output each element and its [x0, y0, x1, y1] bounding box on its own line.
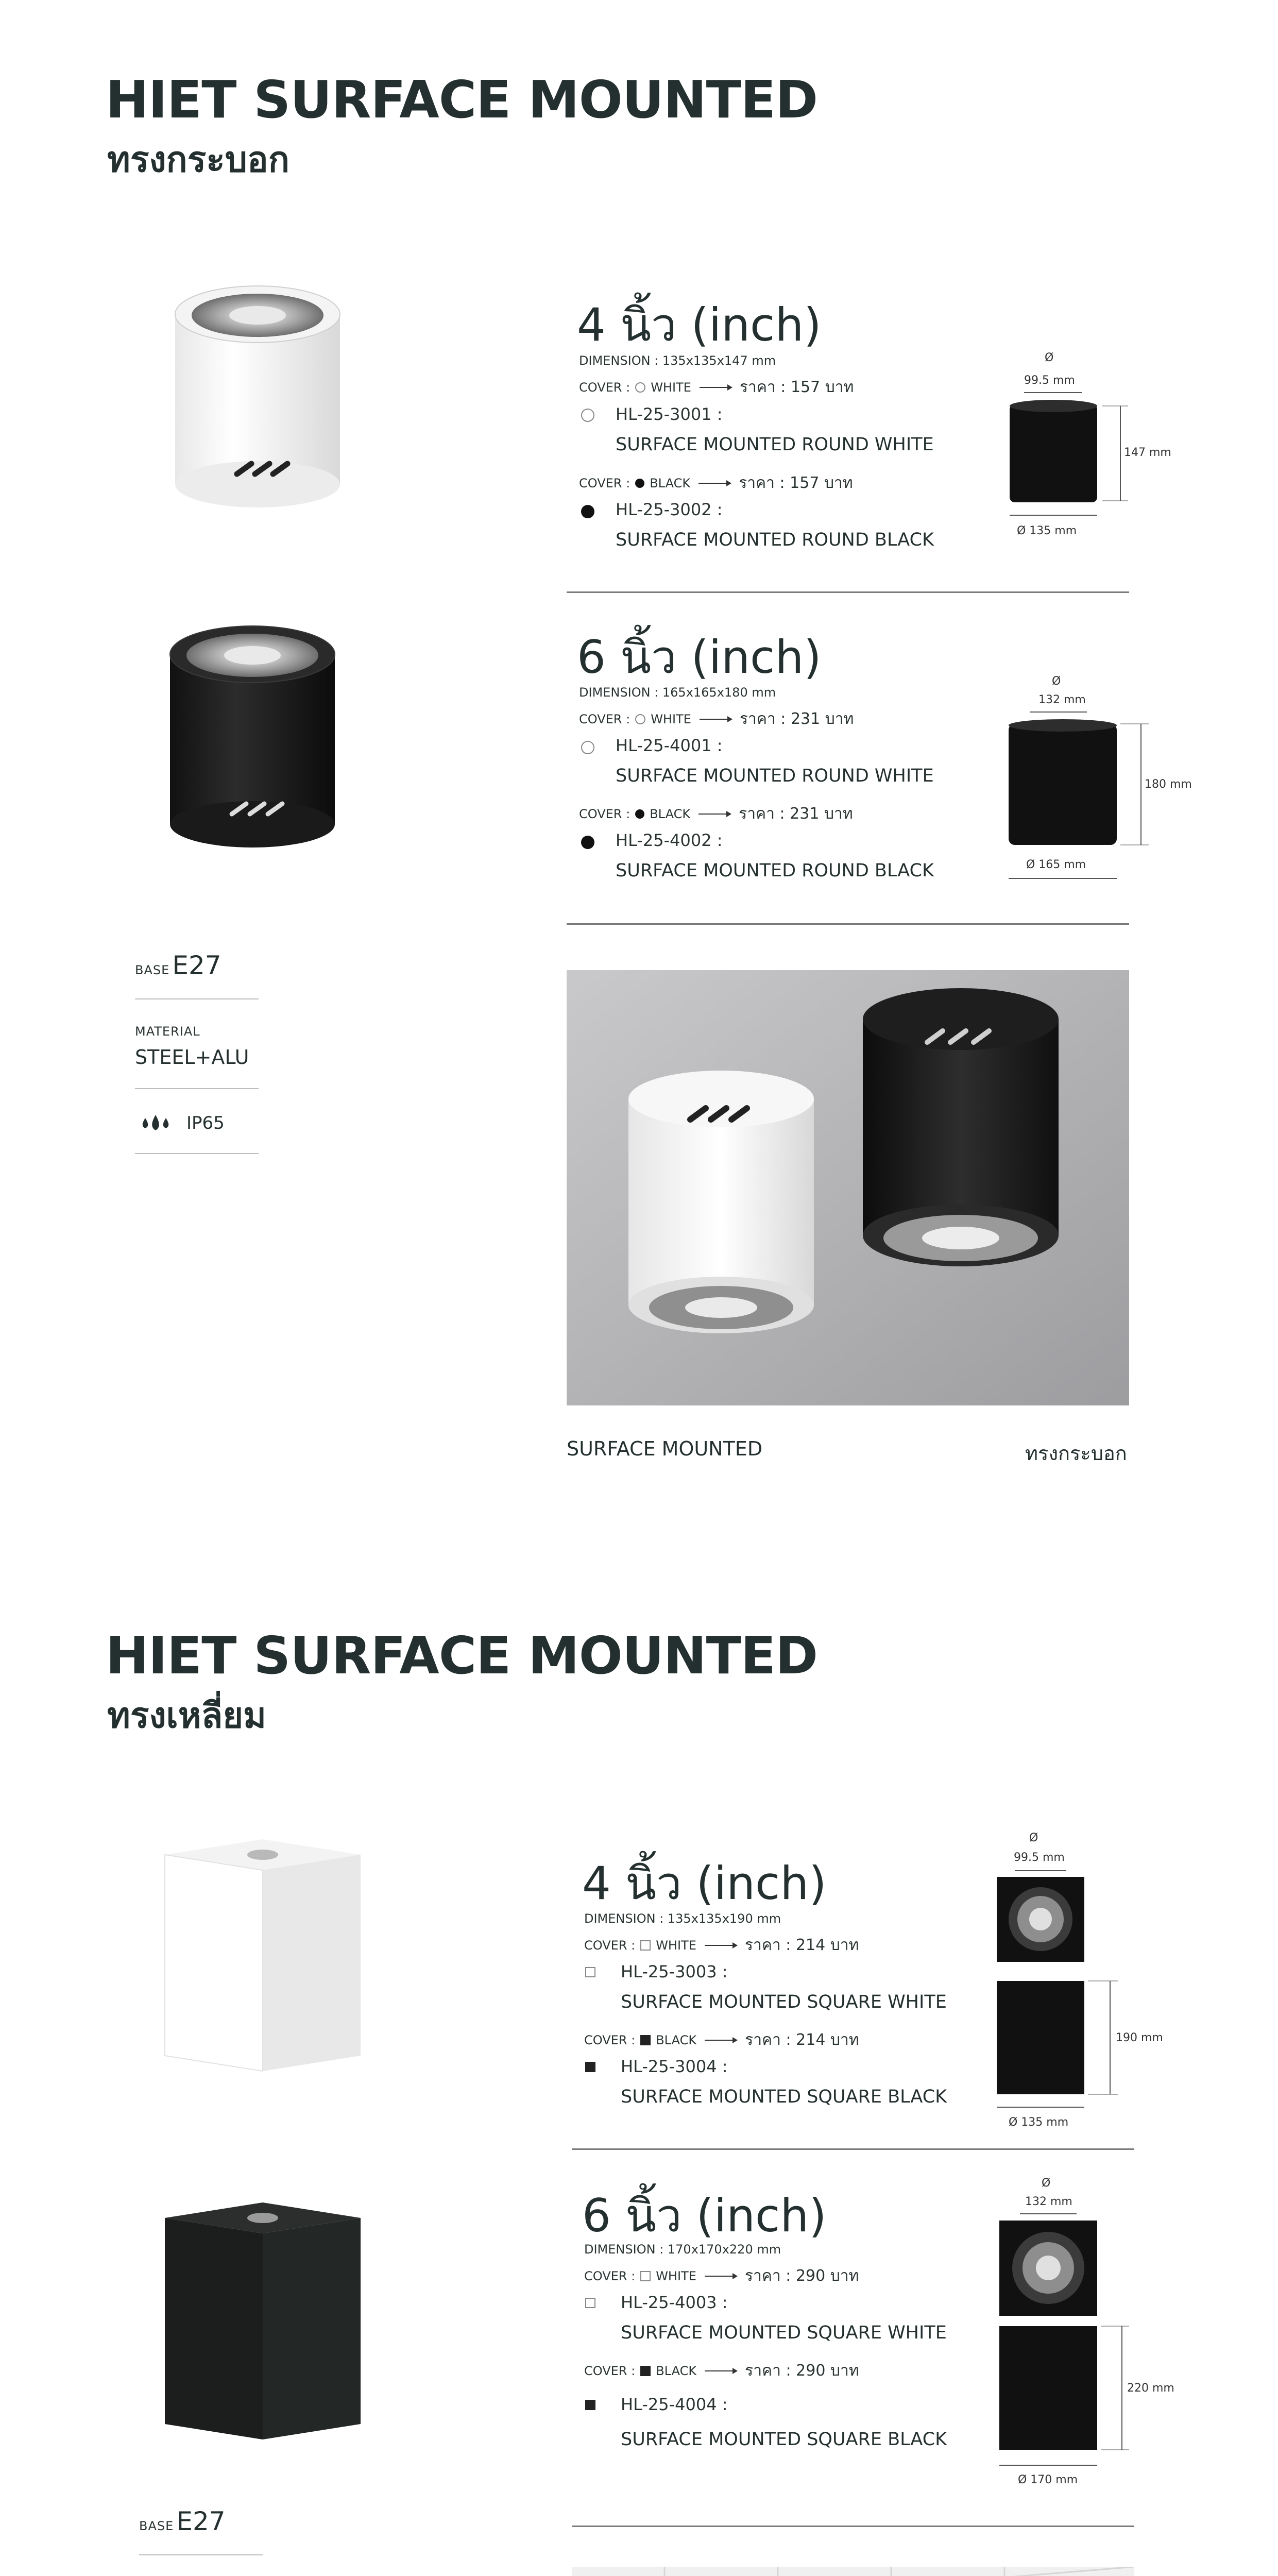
divider	[567, 591, 1129, 593]
ip-rating: IP65	[186, 1113, 225, 1133]
radio-black-icon	[581, 836, 594, 849]
spec-divider	[135, 1153, 259, 1154]
product-model: SURFACE MOUNTED SQUARE BLACK	[621, 2429, 947, 2450]
cover-row-black	[579, 471, 853, 495]
black-swatch-icon	[635, 479, 644, 488]
cover-label: COVER :	[584, 2363, 636, 2378]
cover-label: COVER :	[579, 711, 631, 726]
arrow-icon	[705, 2276, 737, 2277]
diameter-symbol: Ø	[1052, 675, 1061, 688]
arrow-icon	[705, 2040, 737, 2041]
section1-title: HIET SURFACE MOUNTED	[106, 70, 818, 130]
top-diameter: 132 mm	[1038, 693, 1086, 706]
cover-row-white	[579, 707, 854, 731]
product-model: SURFACE MOUNTED SQUARE WHITE	[621, 2323, 947, 2343]
arrow-icon	[705, 2370, 737, 2371]
caption-right: ทรงกระบอก	[1025, 1442, 1127, 1465]
price-text: ราคา : 231 บาท	[739, 710, 854, 728]
cover-row-black	[579, 802, 853, 826]
product-code: HL-25-3002 :	[616, 500, 723, 519]
cover-color: BLACK	[650, 476, 691, 490]
white-swatch-icon	[635, 382, 645, 393]
caption-left: SURFACE MOUNTED	[567, 1437, 763, 1460]
checkbox-white-icon	[585, 2298, 595, 2308]
cover-label: COVER :	[579, 380, 631, 395]
material-label: MATERIAL	[135, 1024, 200, 1039]
black-swatch-icon	[635, 809, 644, 819]
product-code: HL-25-3004 :	[621, 2057, 728, 2076]
divider	[567, 923, 1129, 925]
installation-photo-round	[567, 970, 1129, 1405]
checkbox-black-icon	[585, 2062, 595, 2072]
product-code: HL-25-3003 :	[621, 1962, 728, 1981]
spec-base	[135, 951, 259, 980]
cover-row-black	[584, 2359, 859, 2383]
product-image-round-black	[165, 618, 340, 855]
product-image-square-white	[160, 1834, 366, 2076]
arrow-icon	[700, 387, 731, 388]
cover-label: COVER :	[584, 1938, 636, 1953]
spec-divider	[139, 2554, 263, 2555]
size-heading: 6 นิ้ว (inch)	[582, 2189, 827, 2242]
section1-subtitle: ทรงกระบอก	[107, 140, 289, 180]
product-model: SURFACE MOUNTED ROUND BLACK	[616, 860, 934, 881]
white-swatch-icon	[640, 1940, 651, 1951]
product-model: SURFACE MOUNTED ROUND WHITE	[616, 434, 934, 455]
product-code: HL-25-3001 :	[616, 404, 723, 424]
size-heading: 4 นิ้ว (inch)	[582, 1857, 827, 1910]
top-diameter: 132 mm	[1025, 2195, 1072, 2208]
dimension-text: DIMENSION : 135x135x190 mm	[584, 1911, 781, 1926]
diameter-symbol: Ø	[1029, 1832, 1038, 1844]
top-diameter: 99.5 mm	[1014, 1851, 1065, 1864]
diameter-symbol: Ø	[1042, 2177, 1051, 2190]
cover-row-black	[584, 2028, 859, 2052]
cover-color: BLACK	[656, 2363, 697, 2378]
price-text: ราคา : 157 บาท	[739, 474, 853, 492]
checkbox-white-icon	[585, 1967, 595, 1977]
product-code: HL-25-4001 :	[616, 736, 723, 755]
base-label: BASE	[139, 2519, 174, 2533]
product-image-square-black	[160, 2197, 366, 2445]
height-dimension: 180 mm	[1145, 778, 1192, 791]
dimension-diagram	[1004, 675, 1190, 902]
water-drops-icon	[140, 1113, 172, 1133]
bottom-diameter: Ø 170 mm	[1018, 2473, 1078, 2486]
dimension-diagram	[989, 1832, 1185, 2141]
arrow-icon	[698, 814, 730, 815]
price-text: ราคา : 231 บาท	[739, 805, 853, 823]
dimension-text: DIMENSION : 170x170x220 mm	[584, 2242, 781, 2257]
arrow-icon	[698, 483, 730, 484]
cover-label: COVER :	[579, 476, 631, 490]
price-text: ราคา : 157 บาท	[739, 378, 854, 396]
section2-title: HIET SURFACE MOUNTED	[106, 1625, 818, 1686]
black-swatch-icon	[640, 2366, 651, 2376]
material-value: STEEL+ALU	[135, 1046, 249, 1069]
spec-divider	[135, 998, 259, 999]
bottom-diameter: Ø 135 mm	[1017, 524, 1077, 537]
cover-label: COVER :	[579, 806, 631, 821]
bottom-diameter: Ø 165 mm	[1026, 858, 1086, 871]
spec-ip	[140, 1113, 225, 1133]
divider	[572, 2148, 1134, 2150]
product-model: SURFACE MOUNTED SQUARE BLACK	[621, 2087, 947, 2107]
size-heading: 4 นิ้ว (inch)	[577, 298, 822, 351]
height-dimension: 147 mm	[1124, 446, 1171, 459]
diameter-symbol: Ø	[1045, 351, 1054, 364]
cover-color: WHITE	[656, 2268, 696, 2283]
white-swatch-icon	[635, 714, 645, 724]
radio-white-icon	[581, 409, 594, 422]
arrow-icon	[705, 1945, 737, 1946]
cover-row-white	[584, 1933, 859, 1957]
product-model: SURFACE MOUNTED ROUND WHITE	[616, 766, 934, 786]
cover-color: WHITE	[651, 711, 691, 726]
dimension-text: DIMENSION : 135x135x147 mm	[579, 353, 776, 368]
cover-color: BLACK	[650, 806, 691, 821]
base-label: BASE	[135, 963, 170, 977]
radio-white-icon	[581, 741, 594, 754]
bottom-diameter: Ø 135 mm	[1009, 2116, 1069, 2129]
arrow-icon	[700, 719, 731, 720]
spec-base	[139, 2506, 263, 2536]
product-code: HL-25-4004 :	[621, 2395, 728, 2414]
spec-divider	[135, 1088, 259, 1089]
size-heading: 6 นิ้ว (inch)	[577, 631, 822, 684]
height-dimension: 190 mm	[1116, 2031, 1163, 2044]
dimension-text: DIMENSION : 165x165x180 mm	[579, 685, 776, 700]
cover-row-white	[584, 2264, 859, 2288]
cover-label: COVER :	[584, 2032, 636, 2047]
checkbox-black-icon	[585, 2400, 595, 2410]
price-text: ราคา : 290 บาท	[745, 2362, 859, 2380]
radio-black-icon	[581, 505, 594, 518]
section2-subtitle: ทรงเหลี่ยม	[107, 1696, 266, 1736]
cover-color: WHITE	[651, 380, 691, 395]
cover-color: WHITE	[656, 1938, 696, 1953]
installation-photo-square	[572, 2567, 1134, 2576]
cover-row-white	[579, 375, 854, 399]
cover-color: BLACK	[656, 2032, 697, 2047]
base-value: E27	[172, 951, 221, 980]
product-code: HL-25-4002 :	[616, 831, 723, 850]
height-dimension: 220 mm	[1127, 2382, 1174, 2395]
price-text: ราคา : 214 บาท	[745, 2031, 859, 2049]
dimension-diagram	[1004, 350, 1185, 556]
black-swatch-icon	[640, 2035, 651, 2045]
product-model: SURFACE MOUNTED SQUARE WHITE	[621, 1992, 947, 2012]
product-model: SURFACE MOUNTED ROUND BLACK	[616, 530, 934, 550]
price-text: ราคา : 290 บาท	[744, 2267, 859, 2285]
dimension-diagram	[994, 2177, 1190, 2537]
price-text: ราคา : 214 บาท	[744, 1936, 859, 1954]
product-code: HL-25-4003 :	[621, 2293, 728, 2312]
base-value: E27	[176, 2506, 226, 2536]
product-image-round-white	[170, 278, 345, 515]
cover-label: COVER :	[584, 2268, 636, 2283]
divider	[572, 2526, 1134, 2527]
white-swatch-icon	[640, 2271, 651, 2281]
top-diameter: 99.5 mm	[1024, 374, 1075, 387]
